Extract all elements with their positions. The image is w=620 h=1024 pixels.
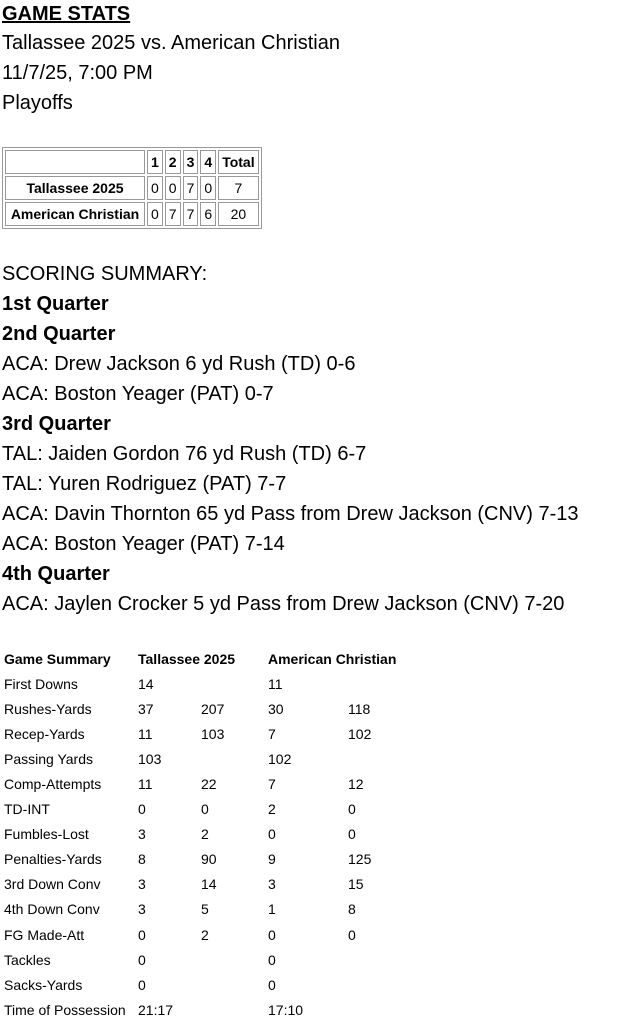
table-row	[4, 721, 408, 746]
stat-label: Rushes-Yards	[4, 700, 92, 717]
stat-label: FG Made-Att	[4, 926, 85, 943]
american-christian-stat-2: 118	[348, 700, 371, 717]
tallassee-stat-2: 2	[201, 926, 209, 943]
matchup-text: Tallassee 2025 vs. American Christian	[2, 32, 340, 54]
table-row	[4, 671, 408, 696]
table-row	[4, 897, 408, 922]
stat-label: Tackles	[4, 951, 51, 968]
tallassee-stat-2	[201, 671, 268, 696]
scoring-play: TAL: Jaiden Gordon 76 yd Rush (TD) 6-7	[2, 443, 367, 465]
page-title: GAME STATS	[2, 3, 131, 25]
american-christian-stat-2: 125	[348, 851, 372, 868]
quarter-score: 6	[200, 202, 216, 226]
table-row	[4, 872, 408, 897]
game-round: Playoffs	[2, 92, 73, 114]
table-row	[4, 947, 408, 972]
tallassee-stat-1: 11	[138, 725, 153, 742]
american-christian-stat-2: 0	[348, 801, 356, 818]
american-christian-stat-1: 9	[268, 851, 276, 868]
table-row	[4, 771, 408, 796]
box-score-header-row	[5, 150, 259, 174]
tallassee-stat-2	[201, 972, 268, 997]
box-score-corner-cell	[5, 150, 145, 174]
game-datetime: 11/7/25, 7:00 PM	[2, 62, 153, 84]
tallassee-stat-2	[201, 947, 268, 972]
box-score-row-american-christian	[5, 202, 259, 226]
scoring-play: ACA: Boston Yeager (PAT) 7-14	[2, 533, 285, 555]
quarter-3-header: 3	[183, 150, 199, 174]
quarter-2-header: 2	[165, 150, 181, 174]
american-christian-stat-2	[348, 972, 408, 997]
team-name: American Christian	[5, 202, 145, 226]
tallassee-stat-2: 103	[201, 725, 225, 742]
american-christian-stat-2: 0	[348, 926, 356, 943]
tallassee-stat-2: 14	[201, 876, 217, 893]
american-christian-stat-1: 0	[268, 976, 276, 993]
american-christian-stat-2: 102	[348, 725, 372, 742]
stat-label: Time of Possession	[4, 1001, 126, 1018]
tallassee-stat-2: 22	[201, 776, 217, 793]
game-summary-header-row	[4, 646, 408, 671]
scoring-summary-heading: SCORING SUMMARY:	[2, 263, 208, 285]
stat-label: Penalties-Yards	[4, 851, 102, 868]
quarter-score: 0	[200, 176, 216, 200]
american-christian-stat-2: 0	[348, 826, 356, 843]
scoring-play: ACA: Boston Yeager (PAT) 0-7	[2, 383, 274, 405]
quarter-score: 7	[183, 202, 199, 226]
american-christian-stat-1: 7	[268, 776, 276, 793]
stat-label: 4th Down Conv	[4, 901, 100, 918]
tallassee-stat-1: 8	[138, 851, 146, 868]
stat-label: Sacks-Yards	[4, 976, 83, 993]
stat-label: Passing Yards	[4, 750, 93, 767]
tallassee-stat-1: 3	[138, 876, 146, 893]
american-christian-stat-2: 15	[348, 876, 364, 893]
american-christian-stat-2: 8	[348, 901, 356, 918]
table-row	[4, 746, 408, 771]
tallassee-stat-2	[201, 997, 268, 1022]
tallassee-stat-2	[201, 746, 268, 771]
box-score-table	[2, 147, 262, 229]
quarter-heading-3: 3rd Quarter	[2, 413, 111, 435]
table-row	[4, 696, 408, 721]
tallassee-stat-1: 3	[138, 901, 146, 918]
quarter-heading-4: 4th Quarter	[2, 563, 110, 585]
tallassee-stat-1: 37	[138, 700, 154, 717]
stat-label: Recep-Yards	[4, 725, 85, 742]
tallassee-stat-2: 0	[201, 801, 209, 818]
scoring-play: TAL: Yuren Rodriguez (PAT) 7-7	[2, 473, 287, 495]
game-header	[2, 0, 340, 118]
tallassee-stat-1: 21:17	[138, 1001, 174, 1018]
table-row	[4, 797, 408, 822]
american-christian-stat-1: 7	[268, 725, 276, 742]
game-summary-body	[4, 646, 408, 1022]
summary-header-tallassee: Tallassee 2025	[138, 650, 236, 667]
american-christian-stat-1: 0	[268, 926, 276, 943]
american-christian-stat-1: 102	[268, 750, 292, 767]
stat-label: TD-INT	[4, 801, 50, 818]
stat-label: Fumbles-Lost	[4, 826, 89, 843]
tallassee-stat-1: 0	[138, 951, 146, 968]
stat-label: First Downs	[4, 675, 78, 692]
american-christian-stat-1: 1	[268, 901, 276, 918]
table-row	[4, 822, 408, 847]
quarter-1-header: 1	[147, 150, 163, 174]
tallassee-stat-1: 3	[138, 826, 146, 843]
summary-header-label: Game Summary	[4, 650, 111, 667]
american-christian-stat-1: 3	[268, 876, 276, 893]
tallassee-stat-1: 0	[138, 926, 146, 943]
tallassee-stat-2: 2	[201, 826, 209, 843]
total-score: 20	[218, 202, 258, 226]
table-row	[4, 997, 408, 1022]
scoring-play: ACA: Davin Thornton 65 yd Pass from Drew Jackson (CNV) 7-13	[2, 503, 579, 525]
tallassee-stat-1: 103	[138, 750, 162, 767]
game-summary-table	[4, 646, 408, 1022]
total-score: 7	[218, 176, 258, 200]
american-christian-stat-2: 12	[348, 776, 364, 793]
stat-label: Comp-Attempts	[4, 776, 102, 793]
american-christian-stat-2	[348, 746, 408, 771]
quarter-score: 7	[165, 202, 181, 226]
american-christian-stat-1: 17:10	[268, 1001, 304, 1018]
total-header: Total	[218, 150, 258, 174]
american-christian-stat-1: 0	[268, 826, 276, 843]
tallassee-stat-2: 90	[201, 851, 217, 868]
tallassee-stat-1: 14	[138, 675, 154, 692]
table-row	[4, 922, 408, 947]
quarter-score: 0	[147, 202, 163, 226]
quarter-4-header: 4	[200, 150, 216, 174]
american-christian-stat-1: 30	[268, 700, 284, 717]
american-christian-stat-1: 2	[268, 801, 276, 818]
quarter-score: 7	[183, 176, 199, 200]
tallassee-stat-1: 11	[138, 776, 153, 793]
table-row	[4, 847, 408, 872]
american-christian-stat-2	[348, 997, 408, 1022]
quarter-score: 0	[165, 176, 181, 200]
stat-label: 3rd Down Conv	[4, 876, 101, 893]
quarter-heading-2: 2nd Quarter	[2, 323, 116, 345]
american-christian-stat-2	[348, 671, 408, 696]
team-name: Tallassee 2025	[5, 176, 145, 200]
tallassee-stat-2: 5	[201, 901, 209, 918]
box-score-row-tallassee	[5, 176, 259, 200]
quarter-score: 0	[147, 176, 163, 200]
scoring-summary	[2, 259, 579, 619]
summary-header-american-christian: American Christian	[268, 650, 397, 667]
quarter-heading-1: 1st Quarter	[2, 293, 109, 315]
tallassee-stat-2: 207	[201, 700, 225, 717]
tallassee-stat-1: 0	[138, 801, 146, 818]
american-christian-stat-2	[348, 947, 408, 972]
scoring-play: ACA: Jaylen Crocker 5 yd Pass from Drew Jackson (CNV) 7-20	[2, 593, 565, 615]
american-christian-stat-1: 0	[268, 951, 276, 968]
american-christian-stat-1: 11	[268, 675, 283, 692]
tallassee-stat-1: 0	[138, 976, 146, 993]
table-row	[4, 972, 408, 997]
scoring-play: ACA: Drew Jackson 6 yd Rush (TD) 0-6	[2, 353, 356, 375]
